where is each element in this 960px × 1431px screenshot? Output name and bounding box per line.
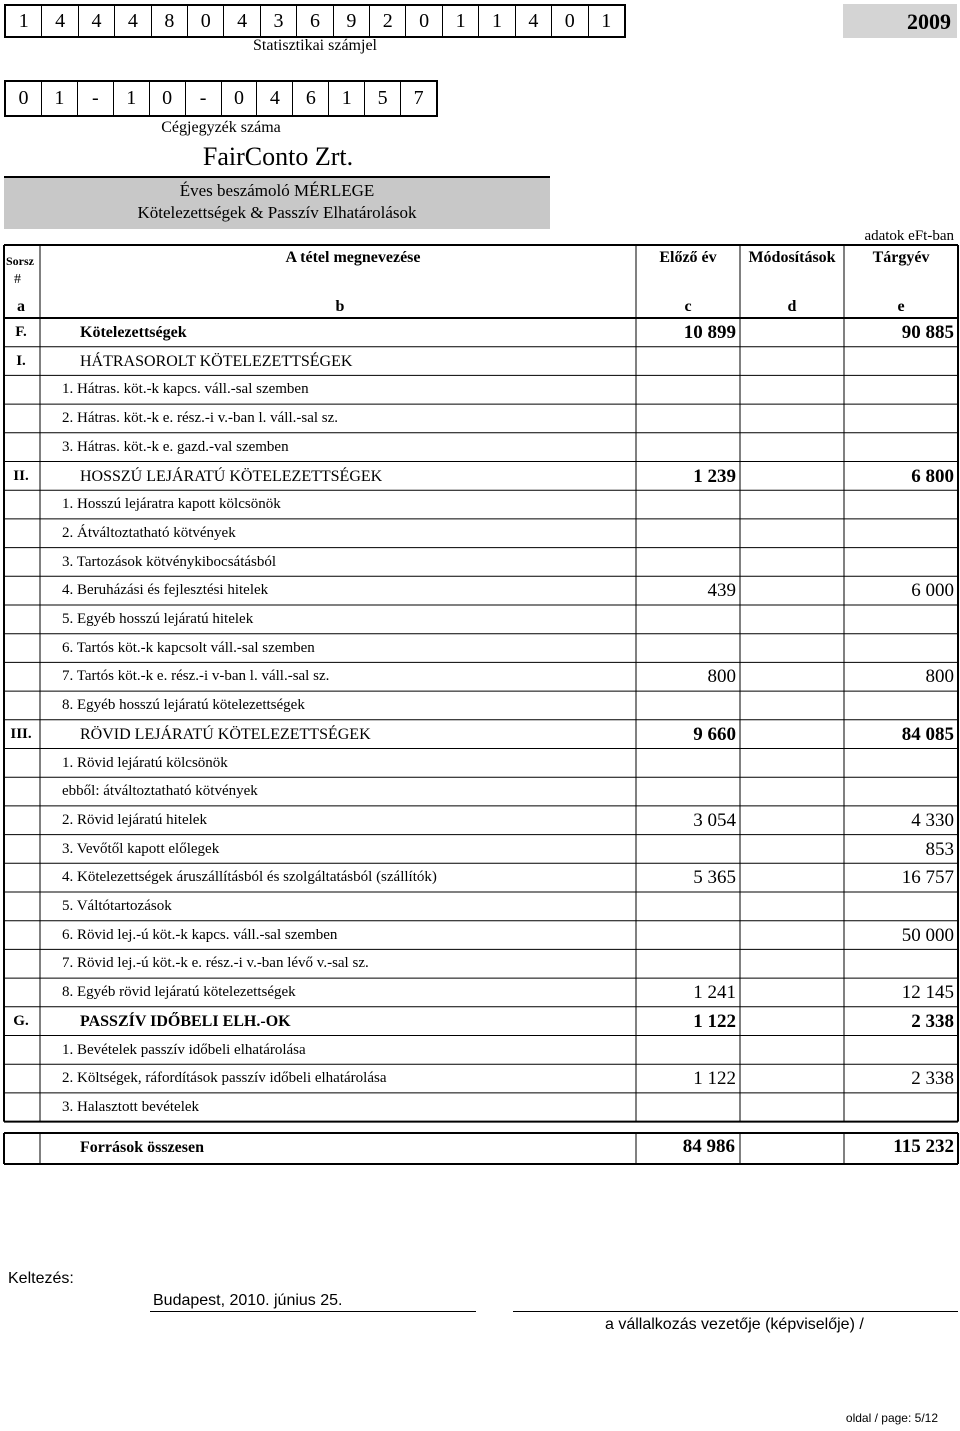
col-letter-a: a	[17, 298, 25, 315]
row-cur-value: 4 330	[911, 809, 954, 831]
stat-digit: 4	[79, 6, 115, 36]
row-label: 2. Rövid lejáratú hitelek	[62, 811, 207, 828]
row-label: 5. Egyéb hosszú lejáratú hitelek	[62, 611, 254, 627]
row-label: 1. Bevételek passzív időbeli elhatárolása	[62, 1041, 306, 1058]
company-name: FairConto Zrt.	[202, 142, 354, 171]
row-cur-value: 2 338	[911, 1010, 954, 1032]
row-label: Kötelezettségek	[80, 324, 187, 341]
row-prev-value: 9 660	[693, 723, 736, 745]
year: 2009	[907, 9, 951, 34]
row-prev-value: 5 365	[693, 867, 736, 889]
col-letter-c: c	[684, 298, 692, 315]
total-label: Források összesen	[80, 1139, 204, 1156]
stat-digit: 3	[261, 6, 297, 36]
row-label: 7. Tartós köt.-k e. rész.-i v-ban l. váll.-sal sz.	[62, 668, 330, 685]
reg-digit: 1	[42, 82, 78, 115]
header-mod: Módosítások	[748, 249, 836, 266]
stat-digit: 0	[406, 6, 442, 36]
col-letter-d: d	[787, 298, 797, 315]
reg-digit: -	[78, 82, 114, 115]
row-label: 3. Tartozások kötvénykibocsátásból	[62, 553, 277, 570]
row-label: PASSZÍV IDŐBELI ELH.-OK	[80, 1012, 291, 1030]
row-cur-value: 800	[925, 666, 954, 688]
page-number: oldal / page: 5/12	[845, 1411, 938, 1425]
row-prev-value: 3 054	[693, 809, 736, 831]
row-label: 2. Költségek, ráfordítások passzív időbeli elhatárolása	[62, 1070, 387, 1087]
stat-digit: 1	[6, 6, 42, 36]
row-prev-value: 1 239	[693, 465, 736, 487]
row-prev-value: 1 122	[693, 1068, 736, 1090]
reg-digit: 1	[329, 82, 365, 115]
row-label: 8. Egyéb rövid lejáratú kötelezettségek	[62, 984, 296, 1001]
row-label: ebből: átváltoztatható kötvények	[62, 783, 258, 800]
stat-digit: 4	[115, 6, 151, 36]
total-prev: 84 986	[682, 1136, 735, 1157]
reg-digit: 0	[222, 82, 258, 115]
stat-digit: 2	[370, 6, 406, 36]
stat-digit: 1	[601, 9, 612, 32]
reg-digit: 5	[365, 82, 401, 115]
row-prev-value: 1 122	[693, 1010, 736, 1032]
row-label: 8. Egyéb hosszú lejáratú kötelezettségek	[62, 697, 305, 714]
stat-digit: 0	[188, 6, 224, 36]
unit-note: adatok eFt-ban	[864, 228, 954, 244]
header-name: A tétel megnevezése	[285, 249, 421, 266]
stat-digit: 4	[42, 6, 78, 36]
stat-digit: 8	[152, 6, 188, 36]
row-label: 1. Hosszú lejáratra kapott kölcsönök	[62, 496, 281, 513]
row-prev-value: 439	[707, 580, 736, 602]
stat-digit: 1	[443, 6, 479, 36]
row-prev-value: 10 899	[683, 322, 736, 343]
title-line2: Kötelezettségek & Passzív Elhatárolások	[137, 203, 417, 222]
stat-digit: 0	[552, 6, 588, 36]
stat-digit: 4	[224, 6, 260, 36]
row-label: 2. Hátras. köt.-k e. rész.-i v.-ban l. váll.-sal sz.	[62, 410, 339, 427]
row-cur-value: 12 145	[901, 982, 954, 1004]
row-label: 7. Rövid lej.-ú köt.-k e. rész.-i v.-ban lévő v.-sal sz.	[62, 955, 369, 972]
row-label: 6. Tartós köt.-k kapcsolt váll.-sal szemben	[62, 639, 315, 656]
date-label: Keltezés:	[8, 1270, 74, 1287]
row-label: 3. Hátras. köt.-k e. gazd.-val szemben	[62, 438, 289, 455]
row-code: III.	[10, 725, 32, 742]
row-label: HÁTRASOROLT KÖTELEZETTSÉGEK	[80, 352, 353, 370]
row-cur-value: 16 757	[901, 867, 954, 889]
row-label: 4. Kötelezettségek áruszállításból és szolgáltatásból (szállítók)	[62, 869, 437, 886]
row-cur-value: 90 885	[901, 322, 954, 343]
row-label: RÖVID LEJÁRATÚ KÖTELEZETTSÉGEK	[80, 725, 371, 743]
reg-digit: 6	[293, 82, 329, 115]
header-prev: Előző év	[659, 249, 717, 266]
date-value: Budapest, 2010. június 25.	[153, 1292, 343, 1309]
row-label: HOSSZÚ LEJÁRATÚ KÖTELEZETTSÉGEK	[80, 467, 383, 485]
title-line1: Éves beszámoló MÉRLEGE	[179, 181, 375, 200]
registration-caption: Cégjegyzék száma	[161, 119, 281, 136]
total-cur: 115 232	[893, 1136, 954, 1157]
signature-caption: a vállalkozás vezetője (képviselője) /	[605, 1316, 864, 1333]
row-cur-value: 6 800	[911, 465, 954, 487]
signature-line	[513, 1311, 958, 1312]
row-label: 6. Rövid lej.-ú köt.-k kapcs. váll.-sal szemben	[62, 926, 338, 943]
row-cur-value: 853	[925, 838, 954, 860]
row-cur-value: 2 338	[911, 1068, 954, 1090]
reg-digit: -	[186, 82, 222, 115]
stat-digit: 1	[479, 6, 515, 36]
row-label: 5. Váltótartozások	[62, 898, 172, 914]
row-label: 2. Átváltoztatható kötvények	[62, 524, 236, 541]
stat-digit: 6	[297, 6, 333, 36]
row-cur-value: 84 085	[901, 723, 954, 745]
reg-digit: 0	[150, 82, 186, 115]
reg-digit: 4	[257, 82, 293, 115]
row-prev-value: 1 241	[693, 982, 736, 1004]
reg-digit: 0	[6, 82, 42, 115]
row-label: 4. Beruházási és fejlesztési hitelek	[62, 582, 269, 599]
header-cur: Tárgyév	[872, 249, 930, 266]
row-label: 3. Vevőtől kapott előlegek	[62, 840, 220, 857]
row-label: 1. Rövid lejáratú kölcsönök	[62, 754, 228, 771]
stat-digit: 4	[516, 6, 552, 36]
row-code: I.	[16, 352, 26, 369]
row-cur-value: 6 000	[911, 580, 954, 602]
reg-digit: 7	[413, 87, 424, 109]
stat-caption: Statisztikai számjel	[253, 37, 377, 54]
row-code: G.	[13, 1012, 29, 1029]
row-cur-value: 50 000	[901, 924, 954, 946]
stat-digit: 9	[334, 6, 370, 36]
header-sorsz: Sorsz	[6, 254, 34, 268]
col-letter-b: b	[335, 298, 345, 315]
row-label: 1. Hátras. köt.-k kapcs. váll.-sal szemben	[62, 381, 309, 398]
date-line	[150, 1311, 476, 1312]
row-label: 3. Halasztott bevételek	[62, 1098, 200, 1115]
row-code: II.	[13, 467, 29, 484]
row-prev-value: 800	[707, 666, 736, 688]
reg-digit: 1	[114, 82, 150, 115]
col-letter-e: e	[897, 298, 905, 315]
row-code: F.	[15, 324, 27, 340]
header-hash: #	[14, 272, 21, 287]
